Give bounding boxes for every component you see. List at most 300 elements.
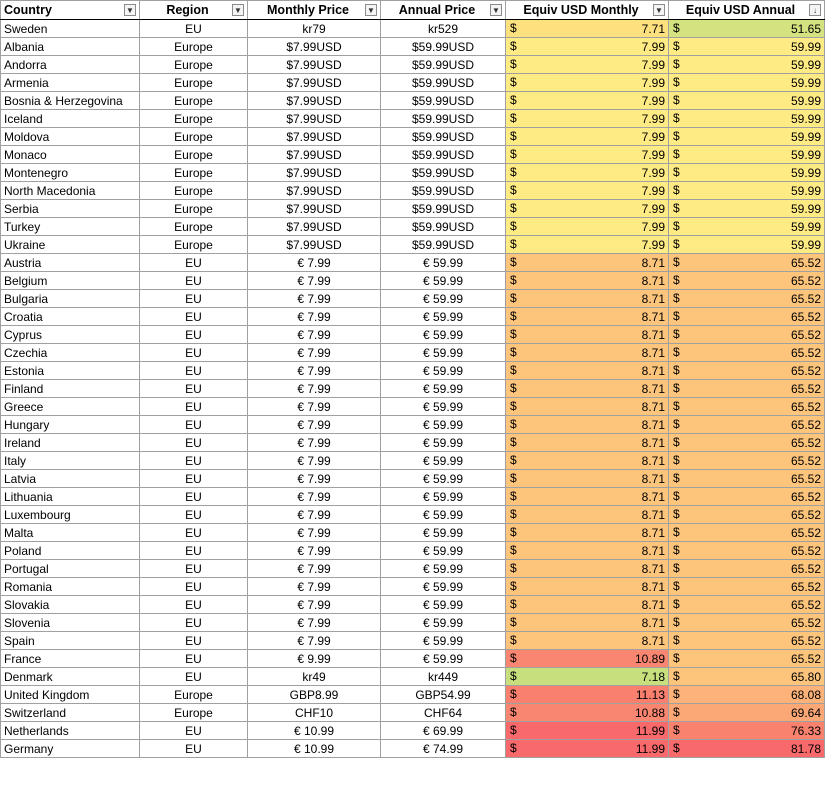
cell-usd-annual[interactable]	[669, 560, 825, 578]
usd-monthly-value: 11.13	[635, 687, 665, 702]
cell-usd-monthly[interactable]	[506, 290, 669, 308]
cell-annual-price[interactable]: $59.99USD	[381, 164, 506, 182]
cell-annual-price[interactable]: € 74.99	[381, 740, 506, 758]
cell-usd-annual[interactable]	[669, 380, 825, 398]
cell-monthly-price[interactable]: € 7.99	[248, 362, 381, 380]
cell-annual-price[interactable]: € 59.99	[381, 596, 506, 614]
usd-monthly-value: 7.18	[641, 669, 665, 684]
cell-country[interactable]: United Kingdom	[1, 686, 140, 704]
cell-usd-monthly[interactable]	[506, 308, 669, 326]
cell-usd-monthly[interactable]	[506, 344, 669, 362]
usd-annual-value: 59.99	[790, 39, 821, 54]
cell-monthly-price[interactable]: $7.99USD	[248, 182, 381, 200]
dropdown-arrow-icon[interactable]: ▼	[124, 4, 136, 16]
cell-country[interactable]: Austria	[1, 254, 140, 272]
cell-usd-monthly[interactable]	[506, 164, 669, 182]
usd-monthly-value: 11.99	[635, 723, 665, 738]
currency-symbol: $	[673, 561, 680, 575]
cell-usd-annual[interactable]	[669, 92, 825, 110]
table-row	[1, 380, 825, 398]
cell-country[interactable]: Denmark	[1, 668, 140, 686]
cell-annual-price[interactable]: € 69.99	[381, 722, 506, 740]
cell-region[interactable]: EU	[140, 272, 248, 290]
cell-usd-monthly[interactable]	[506, 182, 669, 200]
cell-annual-price[interactable]: $59.99USD	[381, 182, 506, 200]
cell-usd-annual[interactable]	[669, 218, 825, 236]
cell-country[interactable]: Czechia	[1, 344, 140, 362]
table-row	[1, 164, 825, 182]
cell-country[interactable]: Bosnia & Herzegovina	[1, 92, 140, 110]
cell-country[interactable]: North Macedonia	[1, 182, 140, 200]
cell-country[interactable]: Serbia	[1, 200, 140, 218]
cell-annual-price[interactable]: € 59.99	[381, 398, 506, 416]
currency-symbol: $	[510, 219, 517, 233]
cell-annual-price[interactable]: € 59.99	[381, 650, 506, 668]
cell-monthly-price[interactable]: € 7.99	[248, 524, 381, 542]
cell-usd-monthly[interactable]	[506, 488, 669, 506]
cell-usd-annual[interactable]	[669, 56, 825, 74]
cell-country[interactable]: Finland	[1, 380, 140, 398]
cell-usd-monthly[interactable]	[506, 632, 669, 650]
usd-monthly-value: 8.71	[641, 525, 665, 540]
cell-usd-annual[interactable]	[669, 722, 825, 740]
cell-usd-monthly[interactable]	[506, 236, 669, 254]
cell-usd-annual[interactable]	[669, 524, 825, 542]
cell-usd-monthly[interactable]	[506, 56, 669, 74]
cell-usd-annual[interactable]	[669, 74, 825, 92]
cell-monthly-price[interactable]: € 7.99	[248, 596, 381, 614]
currency-symbol: $	[510, 741, 517, 755]
cell-country[interactable]: Monaco	[1, 146, 140, 164]
cell-country[interactable]: Turkey	[1, 218, 140, 236]
dropdown-arrow-icon[interactable]: ▼	[490, 4, 502, 16]
cell-region[interactable]: Europe	[140, 146, 248, 164]
cell-usd-monthly[interactable]	[506, 434, 669, 452]
currency-symbol: $	[510, 21, 517, 35]
cell-usd-monthly[interactable]	[506, 524, 669, 542]
cell-usd-annual[interactable]	[669, 398, 825, 416]
usd-annual-value: 65.52	[790, 597, 821, 612]
cell-usd-monthly[interactable]	[506, 470, 669, 488]
cell-usd-annual[interactable]	[669, 362, 825, 380]
cell-region[interactable]: EU	[140, 632, 248, 650]
cell-monthly-price[interactable]: € 7.99	[248, 488, 381, 506]
cell-monthly-price[interactable]: $7.99USD	[248, 218, 381, 236]
cell-monthly-price[interactable]: $7.99USD	[248, 236, 381, 254]
cell-usd-monthly[interactable]	[506, 722, 669, 740]
cell-region[interactable]: Europe	[140, 128, 248, 146]
cell-usd-monthly[interactable]	[506, 416, 669, 434]
cell-region[interactable]: EU	[140, 326, 248, 344]
cell-region[interactable]: EU	[140, 740, 248, 758]
usd-monthly-value: 7.99	[641, 201, 665, 216]
cell-country[interactable]: Greece	[1, 398, 140, 416]
cell-annual-price[interactable]: $59.99USD	[381, 38, 506, 56]
cell-region[interactable]: Europe	[140, 218, 248, 236]
cell-usd-annual[interactable]	[669, 326, 825, 344]
cell-monthly-price[interactable]: € 7.99	[248, 632, 381, 650]
cell-annual-price[interactable]: $59.99USD	[381, 128, 506, 146]
usd-monthly-value: 7.99	[641, 183, 665, 198]
cell-country[interactable]: Italy	[1, 452, 140, 470]
cell-annual-price[interactable]: $59.99USD	[381, 146, 506, 164]
cell-region[interactable]: Europe	[140, 92, 248, 110]
cell-usd-monthly[interactable]	[506, 200, 669, 218]
cell-monthly-price[interactable]: € 7.99	[248, 470, 381, 488]
usd-annual-value: 59.99	[790, 165, 821, 180]
header-annual-price-label: Annual Price	[398, 3, 476, 17]
cell-monthly-price[interactable]: € 7.99	[248, 272, 381, 290]
dropdown-arrow-icon[interactable]: ▼	[653, 4, 665, 16]
cell-country[interactable]: Romania	[1, 578, 140, 596]
cell-monthly-price[interactable]: € 7.99	[248, 398, 381, 416]
cell-usd-annual[interactable]	[669, 596, 825, 614]
usd-annual-value: 65.52	[790, 291, 821, 306]
cell-usd-annual[interactable]	[669, 740, 825, 758]
currency-symbol: $	[510, 291, 517, 305]
usd-annual-value: 65.52	[790, 489, 821, 504]
cell-usd-annual[interactable]	[669, 200, 825, 218]
cell-annual-price[interactable]: € 59.99	[381, 632, 506, 650]
cell-annual-price[interactable]: € 59.99	[381, 614, 506, 632]
cell-annual-price[interactable]: € 59.99	[381, 362, 506, 380]
currency-symbol: $	[510, 165, 517, 179]
cell-region[interactable]: Europe	[140, 56, 248, 74]
dropdown-arrow-icon[interactable]: ▼	[365, 4, 377, 16]
cell-usd-monthly[interactable]	[506, 596, 669, 614]
currency-symbol: $	[673, 417, 680, 431]
cell-annual-price[interactable]: € 59.99	[381, 434, 506, 452]
cell-annual-price[interactable]: kr449	[381, 668, 506, 686]
cell-usd-annual[interactable]	[669, 272, 825, 290]
cell-region[interactable]: Europe	[140, 686, 248, 704]
cell-country[interactable]: Iceland	[1, 110, 140, 128]
cell-monthly-price[interactable]: € 10.99	[248, 740, 381, 758]
cell-usd-monthly[interactable]	[506, 578, 669, 596]
cell-region[interactable]: EU	[140, 524, 248, 542]
cell-country[interactable]: Montenegro	[1, 164, 140, 182]
cell-usd-monthly[interactable]	[506, 686, 669, 704]
currency-symbol: $	[510, 39, 517, 53]
cell-usd-monthly[interactable]	[506, 398, 669, 416]
currency-symbol: $	[510, 273, 517, 287]
usd-monthly-value: 8.71	[641, 507, 665, 522]
cell-monthly-price[interactable]: € 7.99	[248, 614, 381, 632]
cell-annual-price[interactable]: € 59.99	[381, 290, 506, 308]
cell-usd-monthly[interactable]	[506, 218, 669, 236]
cell-annual-price[interactable]: € 59.99	[381, 524, 506, 542]
table-row	[1, 290, 825, 308]
cell-monthly-price[interactable]: $7.99USD	[248, 146, 381, 164]
usd-annual-value: 65.52	[790, 435, 821, 450]
cell-usd-annual[interactable]	[669, 542, 825, 560]
cell-monthly-price[interactable]: € 9.99	[248, 650, 381, 668]
cell-usd-annual[interactable]	[669, 434, 825, 452]
cell-monthly-price[interactable]: kr79	[248, 20, 381, 38]
cell-region[interactable]: EU	[140, 596, 248, 614]
cell-region[interactable]: EU	[140, 722, 248, 740]
cell-country[interactable]: Hungary	[1, 416, 140, 434]
cell-usd-monthly[interactable]	[506, 380, 669, 398]
currency-symbol: $	[673, 57, 680, 71]
cell-region[interactable]: EU	[140, 398, 248, 416]
currency-symbol: $	[673, 39, 680, 53]
cell-country[interactable]: Slovakia	[1, 596, 140, 614]
cell-usd-annual[interactable]	[669, 128, 825, 146]
cell-region[interactable]: EU	[140, 470, 248, 488]
cell-monthly-price[interactable]: $7.99USD	[248, 56, 381, 74]
cell-country[interactable]: Netherlands	[1, 722, 140, 740]
cell-usd-annual[interactable]	[669, 632, 825, 650]
cell-country[interactable]: Slovenia	[1, 614, 140, 632]
currency-symbol: $	[673, 129, 680, 143]
cell-usd-annual[interactable]	[669, 506, 825, 524]
cell-monthly-price[interactable]: $7.99USD	[248, 110, 381, 128]
cell-usd-annual[interactable]	[669, 164, 825, 182]
currency-symbol: $	[510, 525, 517, 539]
cell-monthly-price[interactable]: € 7.99	[248, 416, 381, 434]
cell-monthly-price[interactable]: € 7.99	[248, 254, 381, 272]
cell-monthly-price[interactable]: $7.99USD	[248, 38, 381, 56]
cell-country[interactable]: Moldova	[1, 128, 140, 146]
cell-usd-monthly[interactable]	[506, 506, 669, 524]
cell-usd-monthly[interactable]	[506, 38, 669, 56]
cell-usd-annual[interactable]	[669, 146, 825, 164]
cell-monthly-price[interactable]: € 7.99	[248, 578, 381, 596]
cell-usd-monthly[interactable]	[506, 254, 669, 272]
cell-region[interactable]: Europe	[140, 110, 248, 128]
cell-region[interactable]: Europe	[140, 200, 248, 218]
cell-country[interactable]: Luxembourg	[1, 506, 140, 524]
cell-annual-price[interactable]: CHF64	[381, 704, 506, 722]
cell-monthly-price[interactable]: € 7.99	[248, 308, 381, 326]
cell-annual-price[interactable]: € 59.99	[381, 326, 506, 344]
cell-usd-monthly[interactable]	[506, 20, 669, 38]
cell-monthly-price[interactable]: € 7.99	[248, 506, 381, 524]
cell-usd-annual[interactable]	[669, 416, 825, 434]
cell-annual-price[interactable]: € 59.99	[381, 344, 506, 362]
cell-region[interactable]: EU	[140, 362, 248, 380]
currency-symbol: $	[673, 615, 680, 629]
cell-usd-annual[interactable]	[669, 236, 825, 254]
cell-monthly-price[interactable]: € 7.99	[248, 542, 381, 560]
cell-region[interactable]: EU	[140, 488, 248, 506]
cell-region[interactable]: EU	[140, 578, 248, 596]
cell-annual-price[interactable]: $59.99USD	[381, 92, 506, 110]
cell-region[interactable]: EU	[140, 254, 248, 272]
currency-symbol: $	[673, 669, 680, 683]
cell-region[interactable]: EU	[140, 506, 248, 524]
cell-country[interactable]: Andorra	[1, 56, 140, 74]
cell-annual-price[interactable]: $59.99USD	[381, 110, 506, 128]
currency-symbol: $	[510, 471, 517, 485]
currency-symbol: $	[673, 291, 680, 305]
cell-country[interactable]: Armenia	[1, 74, 140, 92]
cell-country[interactable]: Germany	[1, 740, 140, 758]
cell-usd-monthly[interactable]	[506, 92, 669, 110]
cell-usd-annual[interactable]	[669, 488, 825, 506]
cell-usd-annual[interactable]	[669, 344, 825, 362]
cell-region[interactable]: EU	[140, 290, 248, 308]
cell-annual-price[interactable]: € 59.99	[381, 254, 506, 272]
cell-annual-price[interactable]: € 59.99	[381, 416, 506, 434]
usd-monthly-value: 8.71	[641, 597, 665, 612]
cell-usd-monthly[interactable]	[506, 560, 669, 578]
cell-annual-price[interactable]: $59.99USD	[381, 74, 506, 92]
table-row	[1, 56, 825, 74]
cell-country[interactable]: Croatia	[1, 308, 140, 326]
cell-usd-monthly[interactable]	[506, 74, 669, 92]
cell-monthly-price[interactable]: $7.99USD	[248, 74, 381, 92]
cell-country[interactable]: Belgium	[1, 272, 140, 290]
cell-country[interactable]: France	[1, 650, 140, 668]
cell-usd-monthly[interactable]	[506, 650, 669, 668]
cell-annual-price[interactable]: € 59.99	[381, 560, 506, 578]
cell-monthly-price[interactable]: € 7.99	[248, 344, 381, 362]
cell-monthly-price[interactable]: € 7.99	[248, 326, 381, 344]
cell-country[interactable]: Spain	[1, 632, 140, 650]
cell-monthly-price[interactable]: € 7.99	[248, 434, 381, 452]
usd-annual-value: 59.99	[790, 57, 821, 72]
cell-usd-annual[interactable]	[669, 254, 825, 272]
currency-symbol: $	[673, 21, 680, 35]
cell-usd-monthly[interactable]	[506, 326, 669, 344]
cell-country[interactable]: Ukraine	[1, 236, 140, 254]
cell-monthly-price[interactable]: $7.99USD	[248, 164, 381, 182]
cell-usd-monthly[interactable]	[506, 740, 669, 758]
cell-annual-price[interactable]: GBP54.99	[381, 686, 506, 704]
cell-annual-price[interactable]: € 59.99	[381, 578, 506, 596]
table-row	[1, 578, 825, 596]
cell-monthly-price[interactable]: GBP8.99	[248, 686, 381, 704]
cell-country[interactable]: Sweden	[1, 20, 140, 38]
filter-active-icon[interactable]: ▼	[232, 4, 244, 16]
cell-usd-annual[interactable]	[669, 686, 825, 704]
cell-usd-monthly[interactable]	[506, 110, 669, 128]
usd-annual-value: 68.08	[790, 687, 821, 702]
sort-descending-icon[interactable]: ↓	[809, 4, 821, 16]
cell-region[interactable]: EU	[140, 308, 248, 326]
cell-region[interactable]: EU	[140, 668, 248, 686]
cell-annual-price[interactable]: € 59.99	[381, 308, 506, 326]
cell-usd-annual[interactable]	[669, 704, 825, 722]
cell-annual-price[interactable]: $59.99USD	[381, 200, 506, 218]
cell-usd-annual[interactable]	[669, 668, 825, 686]
cell-annual-price[interactable]: € 59.99	[381, 470, 506, 488]
cell-country[interactable]: Cyprus	[1, 326, 140, 344]
usd-monthly-value: 7.99	[641, 93, 665, 108]
cell-usd-monthly[interactable]	[506, 272, 669, 290]
cell-monthly-price[interactable]: CHF10	[248, 704, 381, 722]
cell-annual-price[interactable]: $59.99USD	[381, 236, 506, 254]
cell-usd-annual[interactable]	[669, 182, 825, 200]
cell-usd-annual[interactable]	[669, 578, 825, 596]
cell-monthly-price[interactable]: $7.99USD	[248, 128, 381, 146]
cell-region[interactable]: EU	[140, 380, 248, 398]
cell-usd-monthly[interactable]	[506, 128, 669, 146]
cell-country[interactable]: Bulgaria	[1, 290, 140, 308]
cell-monthly-price[interactable]: € 7.99	[248, 380, 381, 398]
usd-monthly-value: 8.71	[641, 327, 665, 342]
cell-region[interactable]: EU	[140, 650, 248, 668]
cell-annual-price[interactable]: $59.99USD	[381, 218, 506, 236]
currency-symbol: $	[510, 651, 517, 665]
cell-country[interactable]: Malta	[1, 524, 140, 542]
cell-region[interactable]: Europe	[140, 182, 248, 200]
cell-country[interactable]: Ireland	[1, 434, 140, 452]
cell-country[interactable]: Latvia	[1, 470, 140, 488]
cell-monthly-price[interactable]: € 7.99	[248, 290, 381, 308]
cell-country[interactable]: Albania	[1, 38, 140, 56]
cell-region[interactable]: EU	[140, 614, 248, 632]
cell-region[interactable]: Europe	[140, 164, 248, 182]
cell-usd-monthly[interactable]	[506, 362, 669, 380]
cell-region[interactable]: Europe	[140, 236, 248, 254]
cell-monthly-price[interactable]: $7.99USD	[248, 92, 381, 110]
cell-country[interactable]: Poland	[1, 542, 140, 560]
cell-annual-price[interactable]: $59.99USD	[381, 56, 506, 74]
cell-region[interactable]: Europe	[140, 38, 248, 56]
cell-annual-price[interactable]: kr529	[381, 20, 506, 38]
cell-usd-monthly[interactable]	[506, 542, 669, 560]
cell-annual-price[interactable]: € 59.99	[381, 380, 506, 398]
currency-symbol: $	[510, 507, 517, 521]
cell-usd-monthly[interactable]	[506, 704, 669, 722]
cell-usd-annual[interactable]	[669, 650, 825, 668]
cell-annual-price[interactable]: € 59.99	[381, 506, 506, 524]
cell-region[interactable]: EU	[140, 434, 248, 452]
currency-symbol: $	[673, 453, 680, 467]
currency-symbol: $	[673, 183, 680, 197]
currency-symbol: $	[673, 165, 680, 179]
cell-monthly-price[interactable]: $7.99USD	[248, 200, 381, 218]
cell-region[interactable]: EU	[140, 20, 248, 38]
cell-region[interactable]: EU	[140, 344, 248, 362]
cell-usd-monthly[interactable]	[506, 668, 669, 686]
cell-monthly-price[interactable]: € 7.99	[248, 560, 381, 578]
cell-usd-annual[interactable]	[669, 20, 825, 38]
cell-region[interactable]: EU	[140, 560, 248, 578]
cell-monthly-price[interactable]: € 7.99	[248, 452, 381, 470]
cell-annual-price[interactable]: € 59.99	[381, 452, 506, 470]
cell-annual-price[interactable]: € 59.99	[381, 542, 506, 560]
cell-region[interactable]: EU	[140, 416, 248, 434]
cell-annual-price[interactable]: € 59.99	[381, 488, 506, 506]
cell-region[interactable]: EU	[140, 452, 248, 470]
cell-country[interactable]: Switzerland	[1, 704, 140, 722]
cell-country[interactable]: Lithuania	[1, 488, 140, 506]
cell-usd-monthly[interactable]	[506, 146, 669, 164]
cell-region[interactable]: Europe	[140, 74, 248, 92]
cell-country[interactable]: Estonia	[1, 362, 140, 380]
cell-usd-annual[interactable]	[669, 38, 825, 56]
cell-usd-annual[interactable]	[669, 308, 825, 326]
cell-usd-monthly[interactable]	[506, 614, 669, 632]
cell-usd-annual[interactable]	[669, 290, 825, 308]
currency-symbol: $	[673, 543, 680, 557]
cell-usd-monthly[interactable]	[506, 452, 669, 470]
cell-usd-annual[interactable]	[669, 470, 825, 488]
cell-country[interactable]: Portugal	[1, 560, 140, 578]
cell-monthly-price[interactable]: € 10.99	[248, 722, 381, 740]
cell-usd-annual[interactable]	[669, 110, 825, 128]
cell-annual-price[interactable]: € 59.99	[381, 272, 506, 290]
cell-monthly-price[interactable]: kr49	[248, 668, 381, 686]
cell-usd-annual[interactable]	[669, 614, 825, 632]
cell-usd-annual[interactable]	[669, 452, 825, 470]
cell-region[interactable]: Europe	[140, 704, 248, 722]
cell-region[interactable]: EU	[140, 542, 248, 560]
